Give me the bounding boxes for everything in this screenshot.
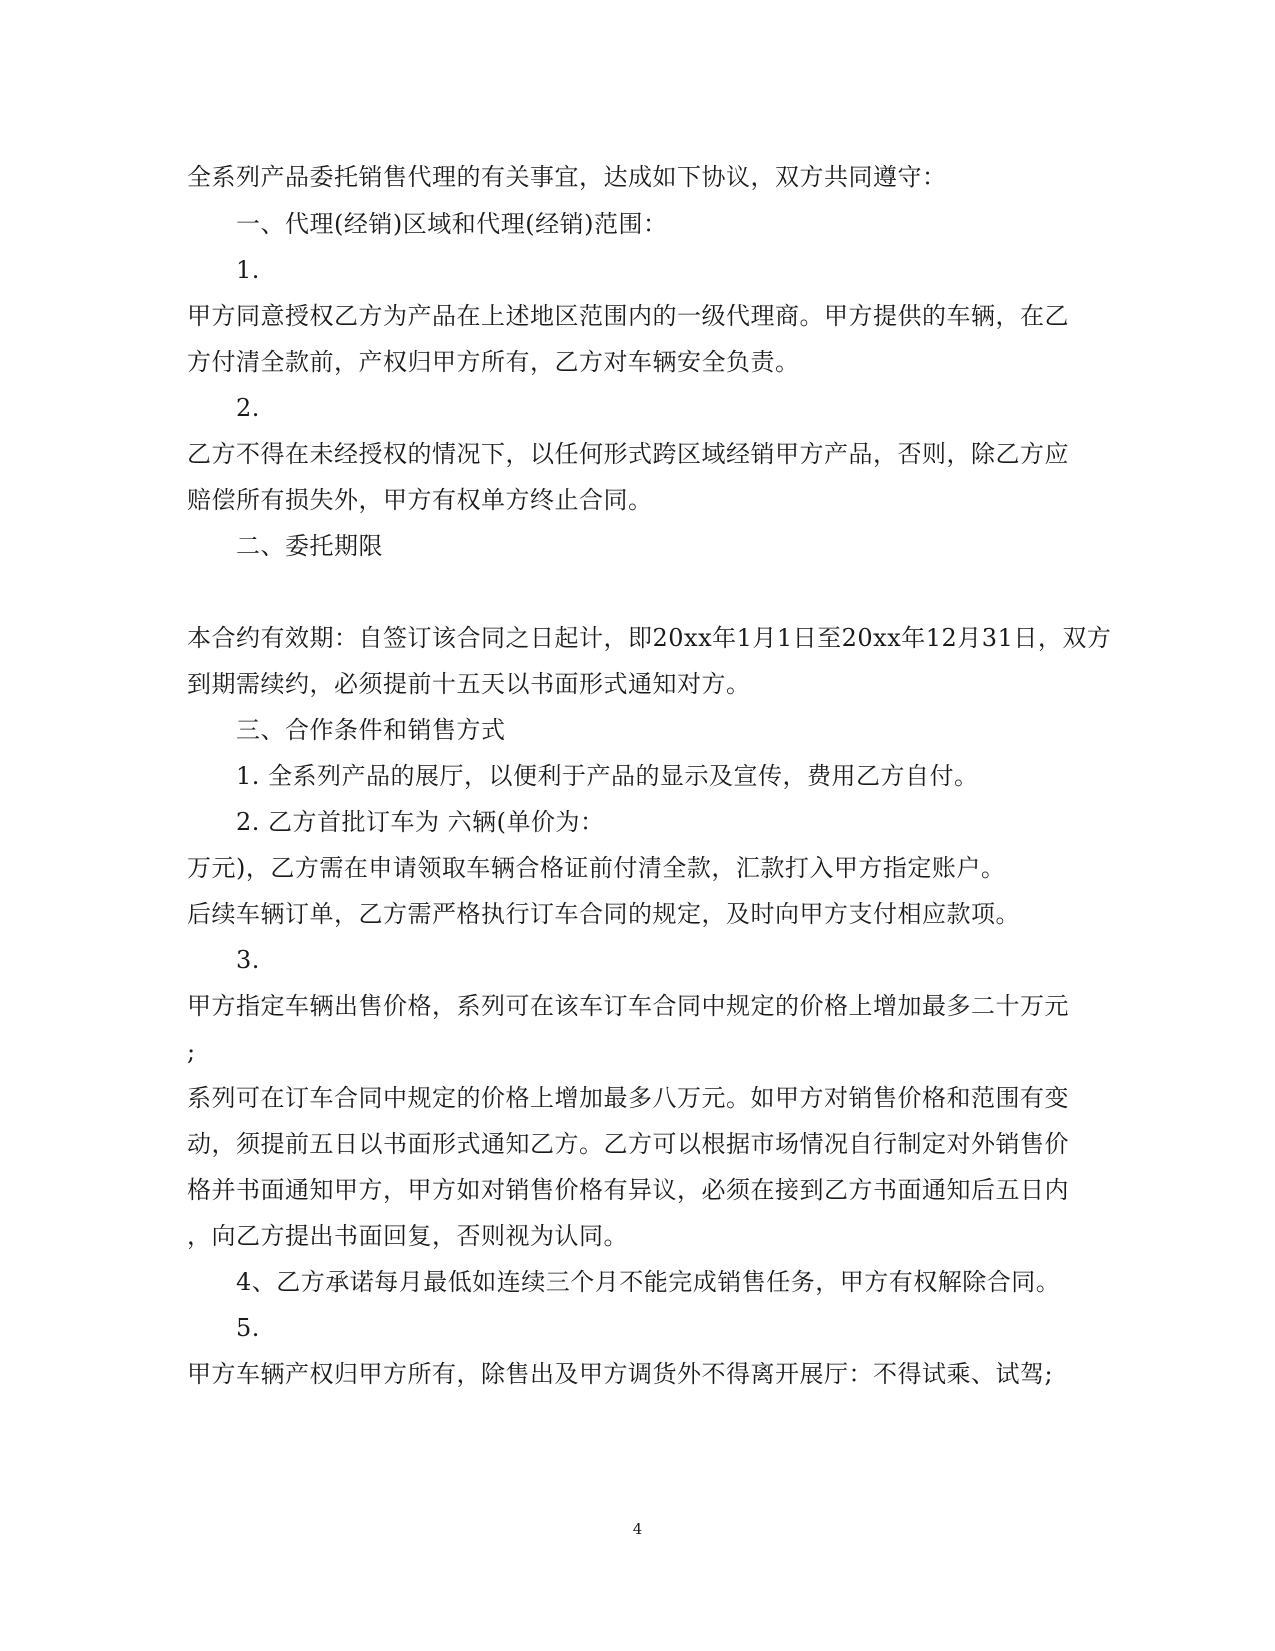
list-number: 1. [236,256,260,284]
list-item: 1. 全系列产品的展厅，以便利于产品的显示及宣传，费用乙方自付。 [236,762,979,790]
text-line: 方付清全款前，产权归甲方所有，乙方对车辆安全负责。 [187,348,800,376]
list-number: 5. [236,1314,260,1342]
text-line: 万元)，乙方需在申请领取车辆合格证前付清全款，汇款打入甲方指定账户。 [187,854,1006,882]
text-line: 甲方同意授权乙方为产品在上述地区范围内的一级代理商。甲方提供的车辆，在乙 [187,302,1069,330]
text-line: 赔偿所有损失外，甲方有权单方终止合同。 [187,486,653,514]
list-item: 4、乙方承诺每月最低如连续三个月不能完成销售任务，甲方有权解除合同。 [236,1268,1061,1296]
text-line: 系列可在订车合同中规定的价格上增加最多八万元。如甲方对销售价格和范围有变 [187,1084,1069,1112]
text-line: 甲方车辆产权归甲方所有，除售出及甲方调货外不得离开展厅：不得试乘、试驾; [187,1360,1054,1388]
section-heading: 三、合作条件和销售方式 [236,716,506,744]
text-line: 后续车辆订单，乙方需严格执行订车合同的规定，及时向甲方支付相应款项。 [187,900,1020,928]
text-line: ，向乙方提出书面回复，否则视为认同。 [187,1222,628,1250]
text-line: 全系列产品委托销售代理的有关事宜，达成如下协议，双方共同遵守： [187,163,947,191]
text-line: 乙方不得在未经授权的情况下，以任何形式跨区域经销甲方产品，否则，除乙方应 [187,440,1069,468]
text-line: 到期需续约，必须提前十五天以书面形式通知对方。 [187,670,751,698]
section-heading: 二、委托期限 [236,532,383,560]
text-line: ; [187,1038,196,1066]
list-number: 2. [236,394,260,422]
text-line: 动，须提前五日以书面形式通知乙方。乙方可以根据市场情况自行制定对外销售价 [187,1130,1069,1158]
list-number: 3. [236,946,260,974]
list-item: 2. 乙方首批订车为 六辆(单价为： [236,808,605,836]
page-number: 4 [632,1520,643,1538]
text-line: 甲方指定车辆出售价格，系列可在该车订车合同中规定的价格上增加最多二十万元 [187,992,1069,1020]
text-line: 格并书面通知甲方，甲方如对销售价格有异议，必须在接到乙方书面通知后五日内 [187,1176,1069,1204]
section-heading: 一、代理(经销)区域和代理(经销)范围： [236,210,668,238]
text-line: 本合约有效期：自签订该合同之日起计，即20xx年1月1日至20xx年12月31日，双方 [187,624,1112,652]
